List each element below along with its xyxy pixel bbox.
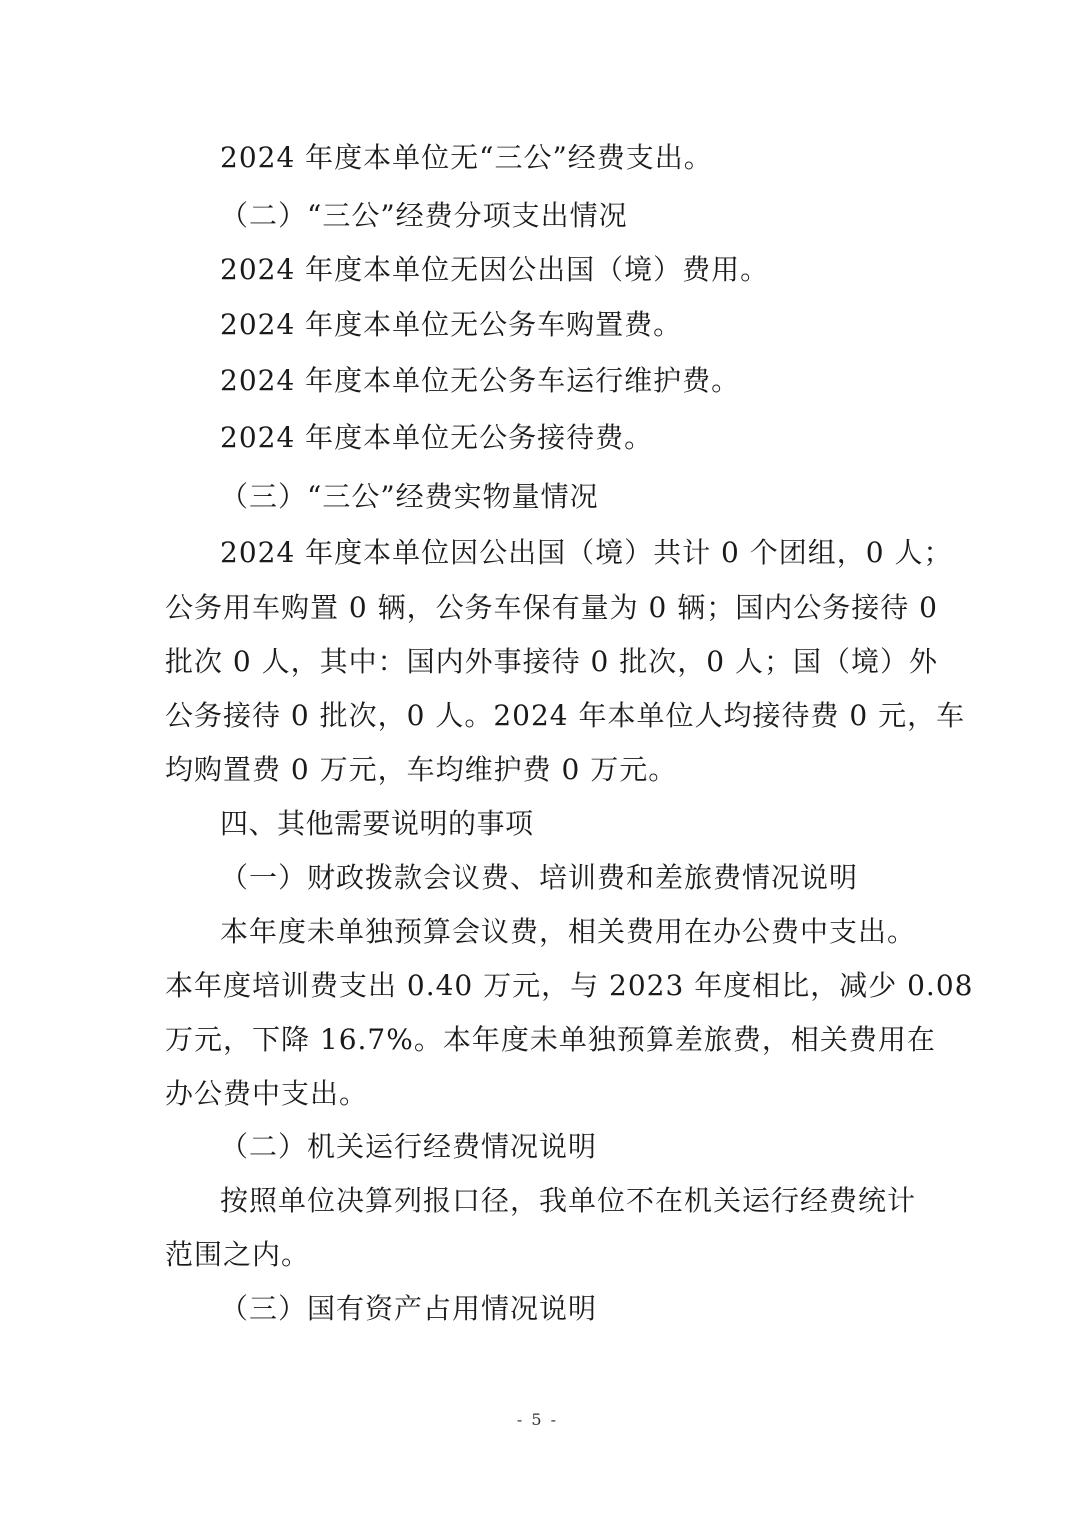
subheading-meeting-training-travel: （一）财政拨款会议费、培训费和差旅费情况说明 [220,861,859,894]
paragraph-physical-quantities-line-5: 均购置费 0 万元，车均维护费 0 万元。 [165,753,678,786]
paragraph-physical-quantities-line-2: 公务用车购置 0 辆，公务车保有量为 0 辆；国内公务接待 0 [165,591,938,624]
paragraph-training-line-3: 万元，下降 16.7%。本年度未单独预算差旅费，相关费用在 [165,1023,936,1056]
paragraph-no-vehicle-purchase: 2024 年度本单位无公务车购置费。 [220,308,683,341]
section-heading-other-matters: 四、其他需要说明的事项 [220,807,534,840]
paragraph-physical-quantities-line-3: 批次 0 人，其中：国内外事接待 0 批次，0 人；国（境）外 [165,645,938,678]
subheading-operating-expenses: （二）机关运行经费情况说明 [220,1130,598,1163]
subheading-physical-quantities: （三）“三公”经费实物量情况 [220,480,599,513]
paragraph-operating-expenses-line-1: 按照单位决算列报口径，我单位不在机关运行经费统计 [220,1184,917,1217]
paragraph-no-three-public-expenses: 2024 年度本单位无“三公”经费支出。 [220,141,713,174]
paragraph-operating-expenses-line-2: 范围之内。 [165,1238,311,1271]
paragraph-training-line-4: 办公费中支出。 [165,1077,369,1110]
paragraph-no-vehicle-maintenance: 2024 年度本单位无公务车运行维护费。 [220,364,741,397]
subheading-state-assets: （三）国有资产占用情况说明 [220,1292,598,1325]
paragraph-training-line-2: 本年度培训费支出 0.40 万元，与 2023 年度相比，减少 0.08 [165,969,974,1002]
paragraph-no-overseas-expenses: 2024 年度本单位无因公出国（境）费用。 [220,253,770,286]
page-number: - 5 - [516,1410,559,1429]
paragraph-no-reception-expenses: 2024 年度本单位无公务接待费。 [220,421,654,454]
paragraph-physical-quantities-line-4: 公务接待 0 批次，0 人。2024 年本单位人均接待费 0 元，车 [165,699,966,732]
paragraph-training-line-1: 本年度未单独预算会议费，相关费用在办公费中支出。 [220,915,917,948]
subheading-itemized-expenses: （二）“三公”经费分项支出情况 [220,199,628,232]
paragraph-physical-quantities-line-1: 2024 年度本单位因公出国（境）共计 0 个团组，0 人； [220,536,953,569]
